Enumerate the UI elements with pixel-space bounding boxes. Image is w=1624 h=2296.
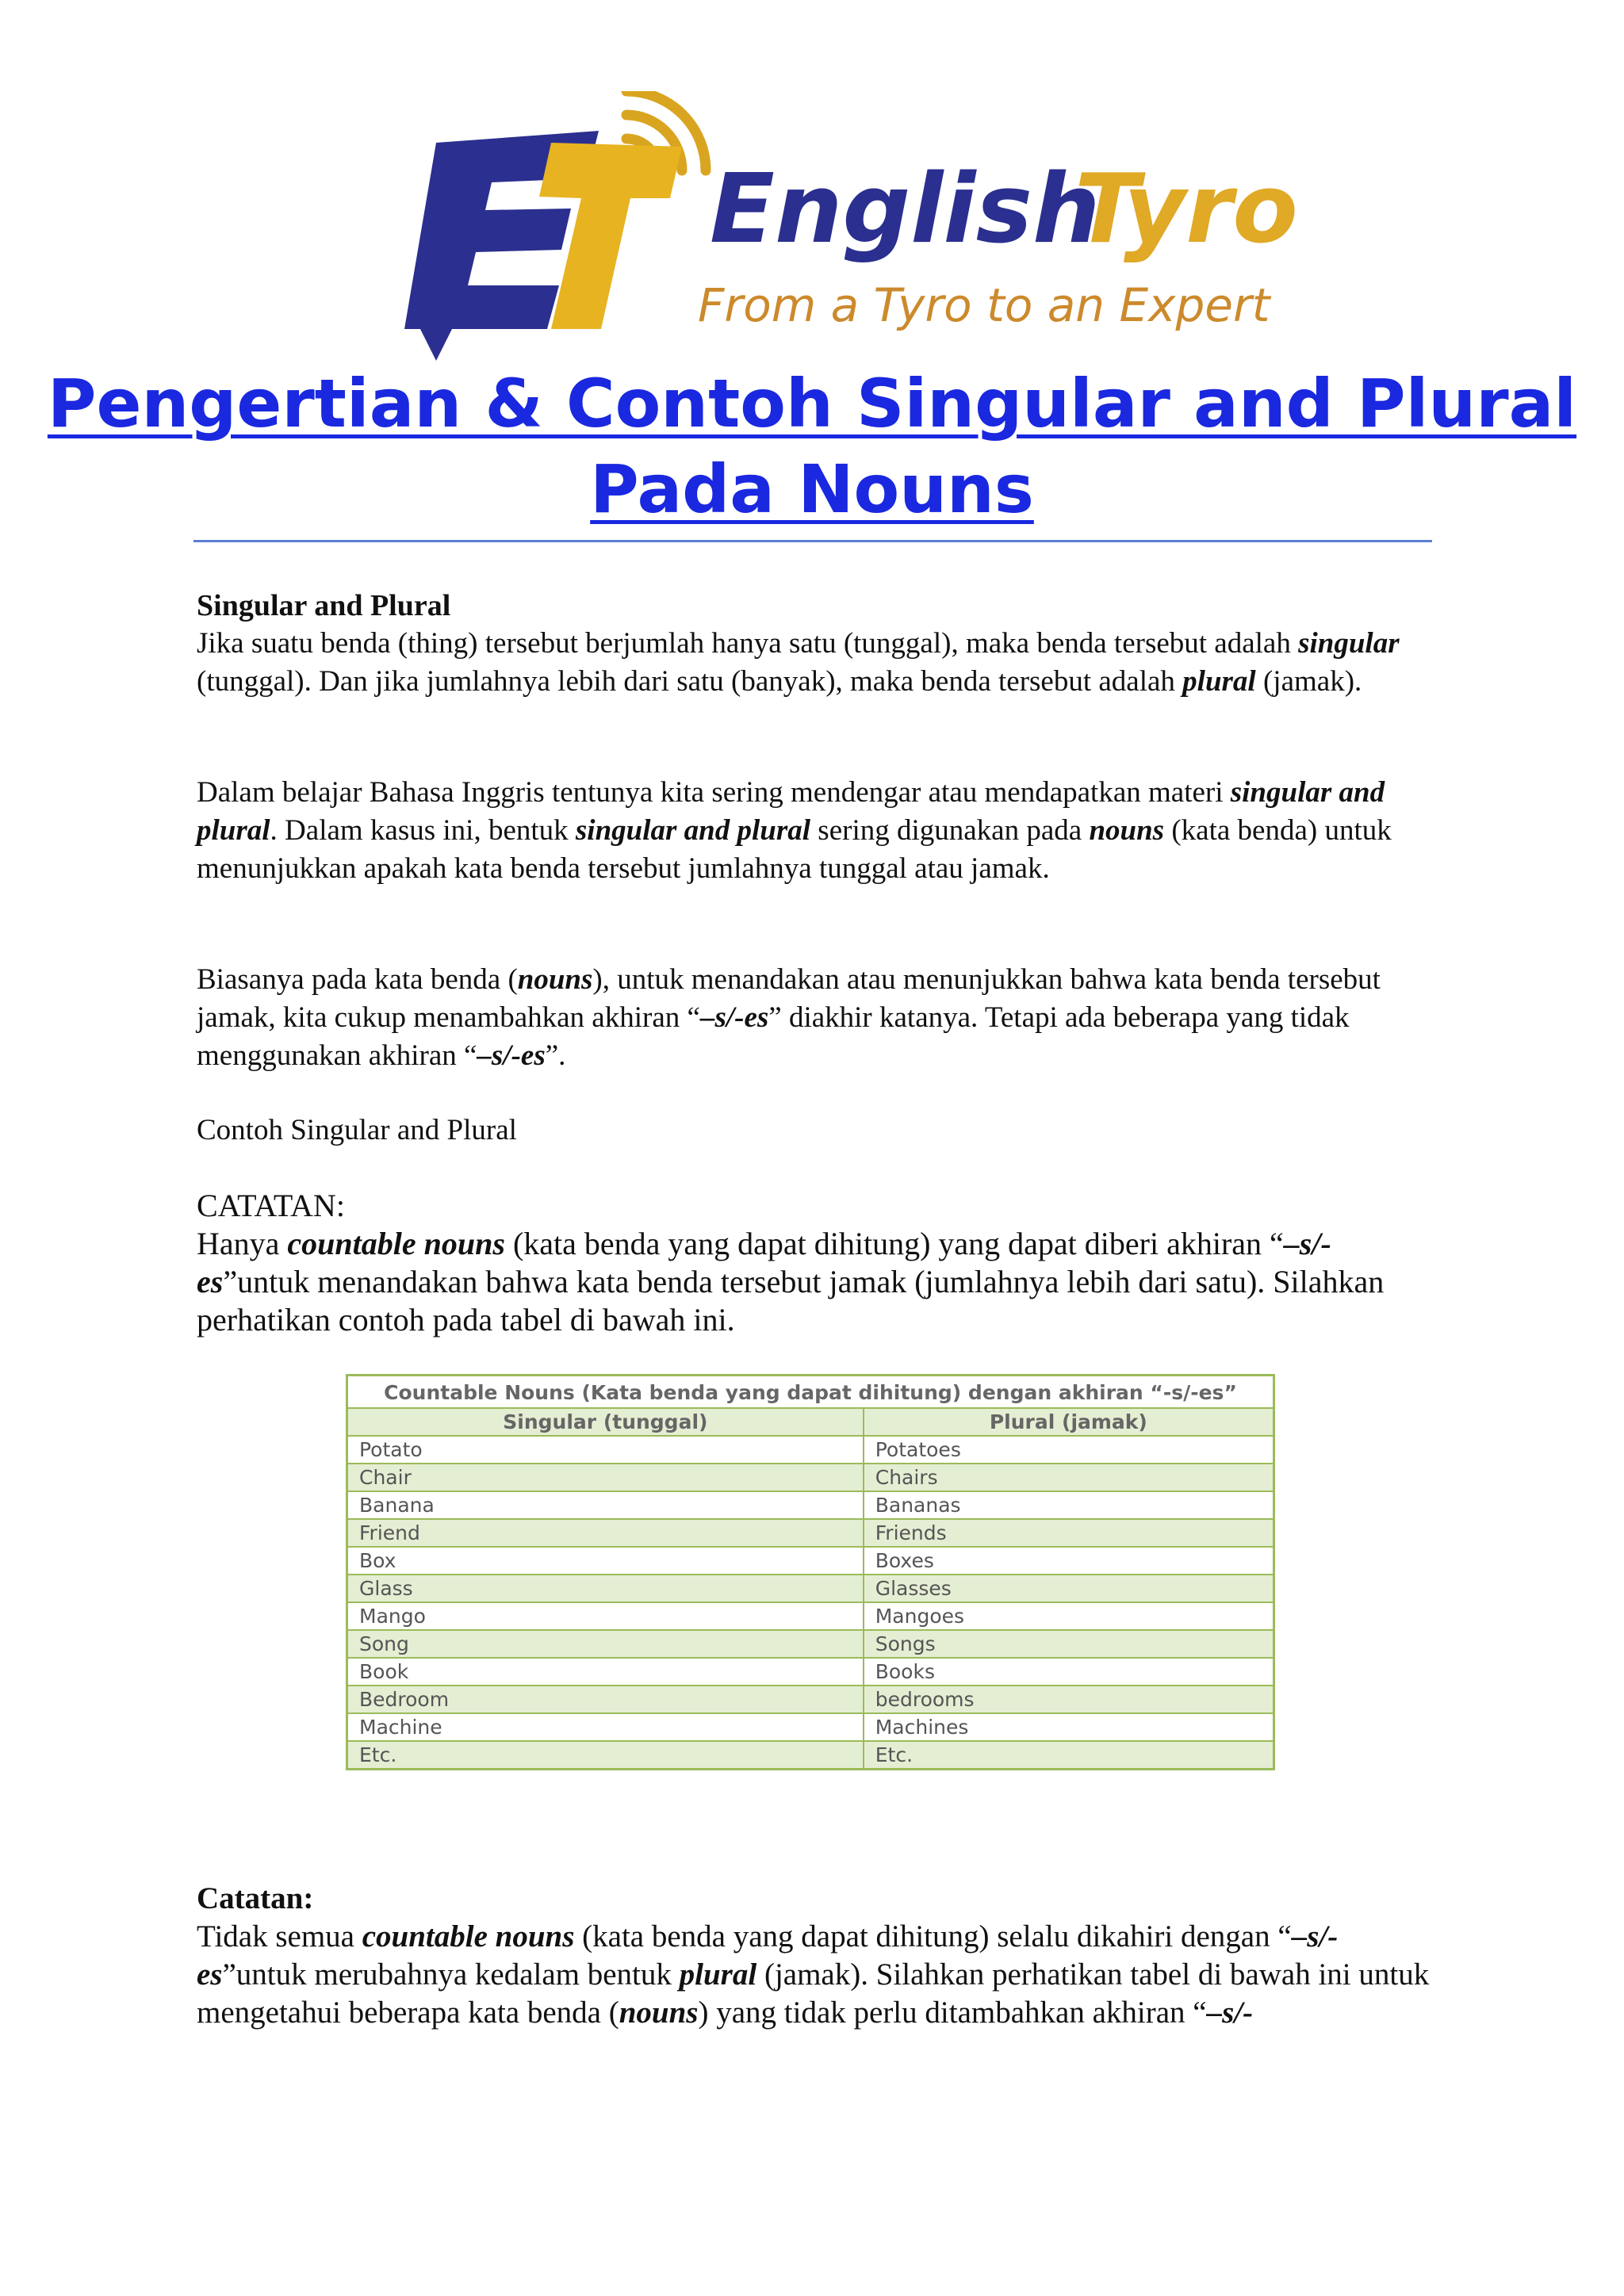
paragraph-3: Biasanya pada kata benda (nouns), untuk menandakan atau menunjukkan bahwa kata benda tersebut jamak, kita cukup menambahkan akhiran “–s/-es” diakhir katanya. Tetapi ada beberapa yang tidak menggunakan akhiran “–s/-es”. <box>197 963 1381 1072</box>
singular-cell: Mango <box>347 1602 864 1630</box>
note-section-2 <box>197 1880 1434 2032</box>
plural-cell: bedrooms <box>864 1686 1274 1713</box>
plural-cell: Books <box>864 1658 1274 1686</box>
table-row <box>347 1491 1274 1519</box>
plural-cell: Songs <box>864 1630 1274 1658</box>
examples-heading: Contoh Singular and Plural <box>197 1114 517 1146</box>
singular-cell: Machine <box>347 1713 864 1741</box>
table-row <box>347 1658 1274 1686</box>
table-row <box>347 1713 1274 1741</box>
plural-cell: Glasses <box>864 1575 1274 1602</box>
table-header-row <box>347 1408 1274 1436</box>
countable-nouns-table <box>346 1374 1275 1770</box>
singular-cell: Glass <box>347 1575 864 1602</box>
table-row <box>347 1602 1274 1630</box>
singular-cell: Potato <box>347 1436 864 1464</box>
table-row <box>347 1575 1274 1602</box>
singular-cell: Etc. <box>347 1741 864 1770</box>
note-paragraph: Hanya countable nouns (kata benda yang dapat dihitung) yang dapat diberi akhiran “–s/-es”untuk menandakan bahwa kata benda tersebut jamak (jumlahnya lebih dari satu). Silahkan perhatikan contoh pada tabel di bawah ini. <box>197 1226 1385 1337</box>
plural-cell: Bananas <box>864 1491 1274 1519</box>
intro-paragraph: Jika suatu benda (thing) tersebut berjumlah hanya satu (tunggal), maka benda tersebut adalah singular (tunggal). Dan jika jumlahnya lebih dari satu (banyak), maka benda tersebut adalah plural (jamak). <box>197 627 1400 698</box>
note-section <box>197 1187 1434 1339</box>
singular-cell: Box <box>347 1547 864 1575</box>
table-row <box>347 1519 1274 1547</box>
intro-heading: Singular and Plural <box>197 589 451 622</box>
intro-section <box>197 587 1434 701</box>
plural-cell: Mangoes <box>864 1602 1274 1630</box>
singular-cell: Song <box>347 1630 864 1658</box>
plural-cell: Chairs <box>864 1464 1274 1491</box>
table-row <box>347 1436 1274 1464</box>
plural-cell: Boxes <box>864 1547 1274 1575</box>
title-divider <box>193 540 1432 542</box>
brand-tagline: From a Tyro to an Expert <box>698 278 1270 332</box>
plural-cell: Potatoes <box>864 1436 1274 1464</box>
table-row <box>347 1741 1274 1770</box>
plural-cell: Friends <box>864 1519 1274 1547</box>
singular-cell: Book <box>347 1658 864 1686</box>
note-paragraph-2: Tidak semua countable nouns (kata benda yang dapat dihitung) selalu dikahiri dengan “–s/-es”untuk merubahnya kedalam bentuk plural (jamak). Silahkan perhatikan tabel di bawah ini untuk mengetahui beberapa kata benda (nouns) yang tidak perlu ditambahkan akhiran “–s/- <box>197 1919 1430 2030</box>
plural-cell: Machines <box>864 1713 1274 1741</box>
table-row <box>347 1464 1274 1491</box>
english-tyro-logo <box>389 91 1300 361</box>
column-header-singular: Singular (tunggal) <box>347 1408 864 1436</box>
table-caption: Countable Nouns (Kata benda yang dapat dihitung) dengan akhiran “-s/-es” <box>347 1376 1274 1409</box>
singular-cell: Bedroom <box>347 1686 864 1713</box>
note-label: CATATAN: <box>197 1188 345 1223</box>
table-row <box>347 1547 1274 1575</box>
singular-cell: Banana <box>347 1491 864 1519</box>
page-title <box>0 361 1624 532</box>
plural-cell: Etc. <box>864 1741 1274 1770</box>
brand-english: English <box>710 155 1101 265</box>
note-label-2: Catatan: <box>197 1881 314 1915</box>
column-header-plural: Plural (jamak) <box>864 1408 1274 1436</box>
title-link[interactable]: Pengertian & Contoh Singular and Plural Pada Nouns <box>47 365 1577 528</box>
singular-cell: Friend <box>347 1519 864 1547</box>
paragraph-2: Dalam belajar Bahasa Inggris tentunya kita sering mendengar atau mendapatkan materi singular and plural. Dalam kasus ini, bentuk singular and plural sering digunakan pada nouns (kata benda) untuk menunjukkan apakah kata benda tersebut jumlahnya tunggal atau jamak. <box>197 776 1392 885</box>
singular-cell: Chair <box>347 1464 864 1491</box>
table-row <box>347 1630 1274 1658</box>
table-row <box>347 1686 1274 1713</box>
brand-tyro: Tyro <box>1074 155 1298 265</box>
